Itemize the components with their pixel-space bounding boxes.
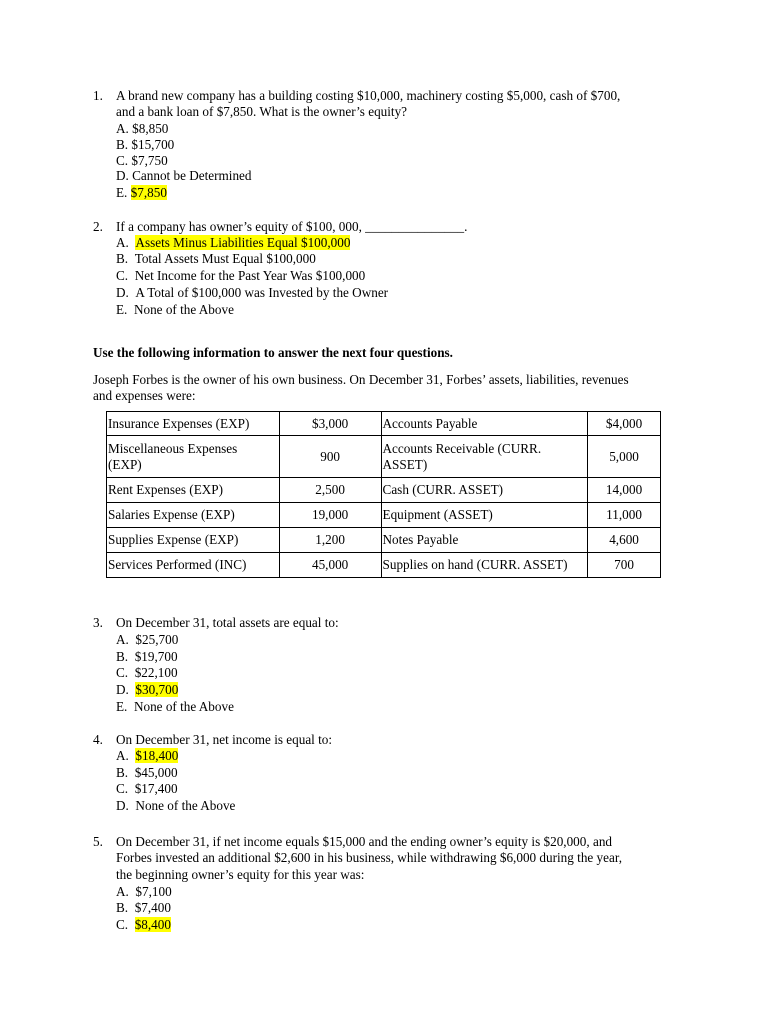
question-3-number: 3. <box>93 615 103 630</box>
table-row <box>107 553 661 578</box>
q2-option-b: B. Total Assets Must Equal $100,000 <box>116 251 316 266</box>
question-2-number: 2. <box>93 219 103 234</box>
q1-option-a: A. $8,850 <box>116 121 169 136</box>
q4-option-b: B. $45,000 <box>116 765 178 780</box>
financial-data-table <box>106 411 661 578</box>
table-row <box>107 503 661 528</box>
table-cell-value: $3,000 <box>279 412 381 436</box>
table-cell-label: Insurance Expenses (EXP) <box>107 412 280 436</box>
question-3-text: On December 31, total assets are equal to: <box>116 615 339 630</box>
q1-option-b: B. $15,700 <box>116 137 175 152</box>
highlighted-answer: Assets Minus Liabilities Equal $100,000 <box>135 235 351 250</box>
table-cell-label: Rent Expenses (EXP) <box>107 478 280 503</box>
q1-option-d: D. Cannot be Determined <box>116 168 252 183</box>
highlighted-answer: $7,850 <box>130 185 167 200</box>
table-cell-value: 14,000 <box>588 478 661 503</box>
question-1-text-2: and a bank loan of $7,850. What is the owner’s equity? <box>116 104 408 119</box>
highlighted-answer: $18,400 <box>135 748 179 763</box>
table-cell-value: $4,000 <box>588 412 661 436</box>
table-row <box>107 478 661 503</box>
question-5-number: 5. <box>93 834 103 849</box>
q1-option-e: E. $7,850 <box>116 185 167 200</box>
question-1-text: A brand new company has a building costing $10,000, machinery costing $5,000, cash of $700, <box>116 88 621 103</box>
table-cell-label: Salaries Expense (EXP) <box>107 503 280 528</box>
q2-option-d: D. A Total of $100,000 was Invested by the Owner <box>116 285 389 300</box>
intro-text-2: and expenses were: <box>93 388 196 403</box>
q3-option-a: A. $25,700 <box>116 632 179 647</box>
table-cell-value: 700 <box>588 553 661 578</box>
q3-option-d: D. $30,700 <box>116 682 179 697</box>
q1-option-c: C. $7,750 <box>116 153 168 168</box>
q5-option-a: A. $7,100 <box>116 884 172 899</box>
question-5-text: On December 31, if net income equals $15,000 and the ending owner’s equity is $20,000, and <box>116 834 613 849</box>
question-5-text-3: the beginning owner’s equity for this year was: <box>116 867 365 882</box>
question-2-text: If a company has owner’s equity of $100, 000, _______________. <box>116 219 468 234</box>
question-1-number: 1. <box>93 88 103 103</box>
table-cell-label: Miscellaneous Expenses (EXP) <box>107 436 280 478</box>
table-row <box>107 412 661 436</box>
table-cell-value: 4,600 <box>588 528 661 553</box>
intro-text: Joseph Forbes is the owner of his own business. On December 31, Forbes’ assets, liabilities, revenues <box>93 372 629 387</box>
highlighted-answer: $8,400 <box>134 917 171 932</box>
table-cell-value: 2,500 <box>279 478 381 503</box>
table-cell-label: Supplies on hand (CURR. ASSET) <box>381 553 588 578</box>
q2-option-c: C. Net Income for the Past Year Was $100,000 <box>116 268 366 283</box>
table-cell-label: Supplies Expense (EXP) <box>107 528 280 553</box>
table-cell-value: 900 <box>279 436 381 478</box>
table-cell-label: Accounts Receivable (CURR. ASSET) <box>381 436 588 478</box>
table-cell-value: 5,000 <box>588 436 661 478</box>
table-cell-label: Services Performed (INC) <box>107 553 280 578</box>
question-4-text: On December 31, net income is equal to: <box>116 732 333 747</box>
q3-option-e: E. None of the Above <box>116 699 234 714</box>
q3-option-b: B. $19,700 <box>116 649 178 664</box>
table-cell-label: Notes Payable <box>381 528 588 553</box>
question-5-text-2: Forbes invested an additional $2,600 in his business, while withdrawing $6,000 during the year, <box>116 850 623 865</box>
table-cell-value: 1,200 <box>279 528 381 553</box>
table-cell-label: Accounts Payable <box>381 412 588 436</box>
table-cell-value: 11,000 <box>588 503 661 528</box>
table-row <box>107 528 661 553</box>
q2-option-e: E. None of the Above <box>116 302 234 317</box>
q5-option-b: B. $7,400 <box>116 900 171 915</box>
table-cell-label: Cash (CURR. ASSET) <box>381 478 588 503</box>
q4-option-d: D. None of the Above <box>116 798 236 813</box>
instructions-heading: Use the following information to answer the next four questions. <box>93 345 453 360</box>
table-row <box>107 436 661 478</box>
question-4-number: 4. <box>93 732 103 747</box>
q5-option-c: C. $8,400 <box>116 917 171 932</box>
q4-option-c: C. $17,400 <box>116 781 178 796</box>
highlighted-answer: $30,700 <box>135 682 179 697</box>
q2-option-a: A. Assets Minus Liabilities Equal $100,000 <box>116 235 351 250</box>
q4-option-a: A. $18,400 <box>116 748 179 763</box>
table-cell-label: Equipment (ASSET) <box>381 503 588 528</box>
table-cell-value: 19,000 <box>279 503 381 528</box>
table-cell-value: 45,000 <box>279 553 381 578</box>
q3-option-c: C. $22,100 <box>116 665 178 680</box>
